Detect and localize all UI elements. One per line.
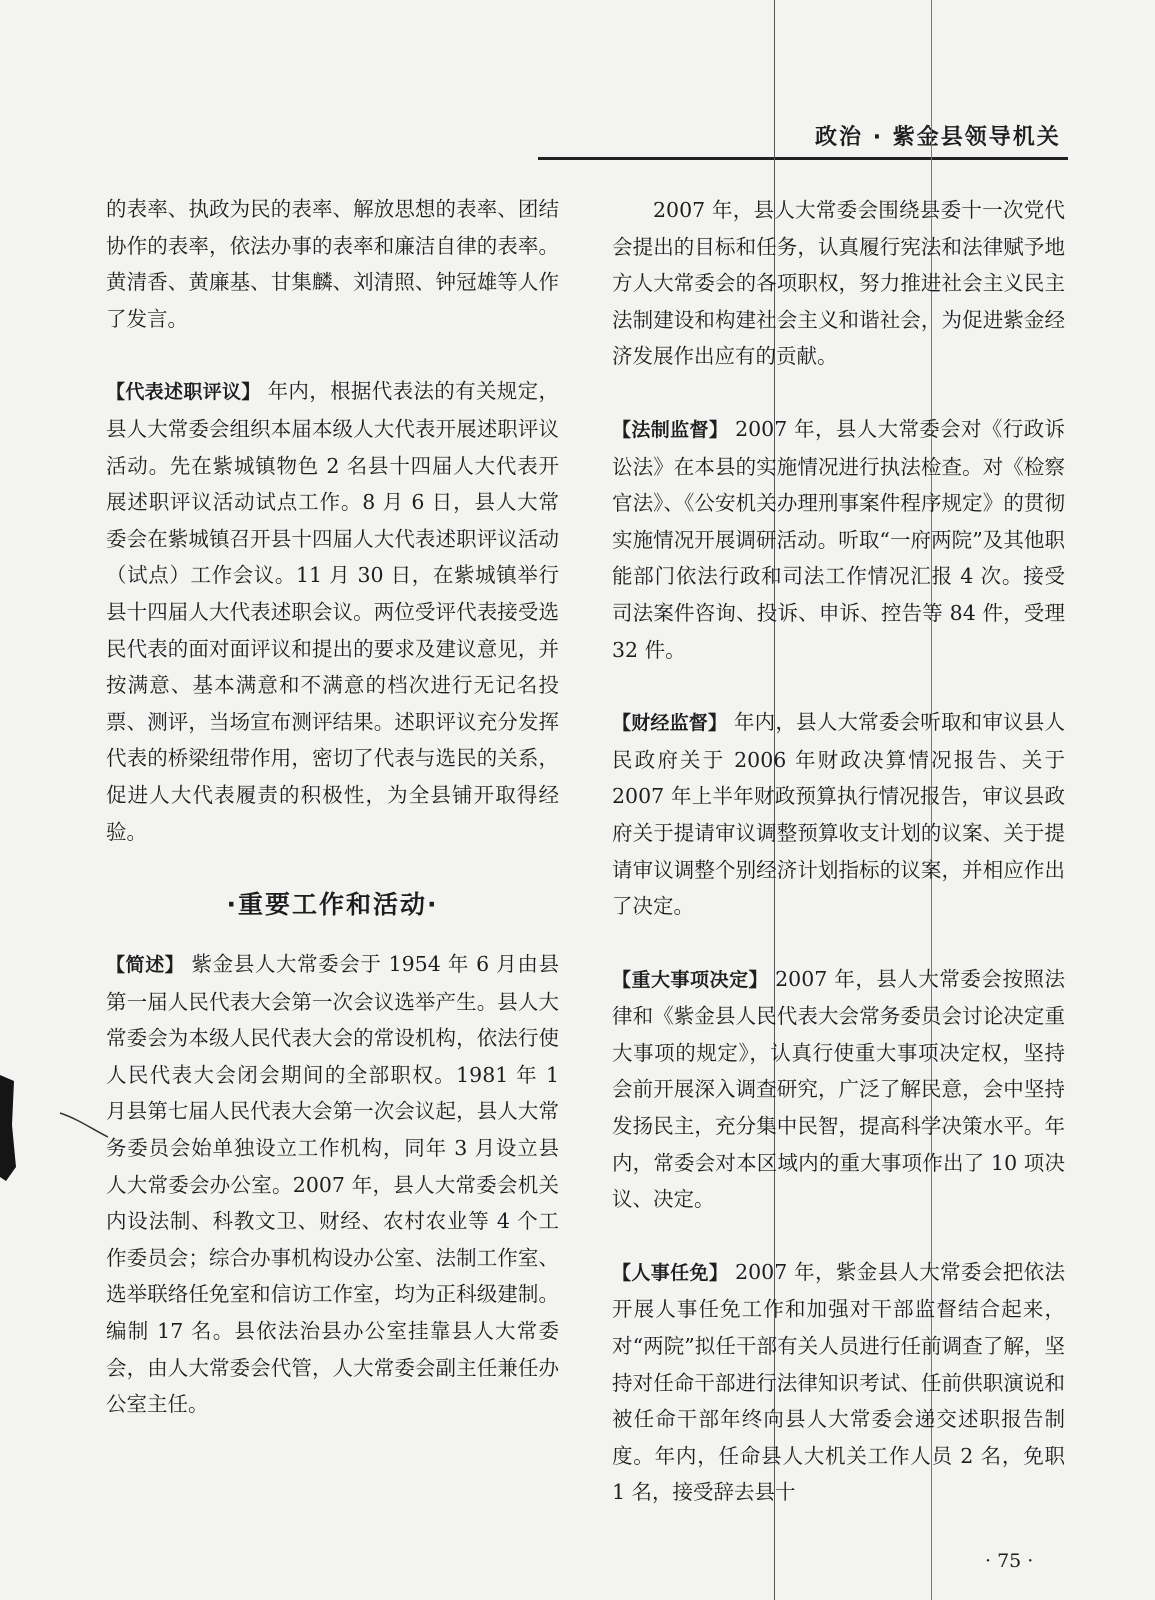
entry-label: 【人事任免】 <box>612 1261 729 1284</box>
header-separator: · <box>872 125 884 150</box>
entry-text: 年内，根据代表法的有关规定，县人大常委会组织本届本级人大代表开展述职评议活动。先在紫城镇物色 2 名县十四届人大代表开展述职评议活动试点工作。8 月 6 日，县人大常委会在紫城镇召开县十四届人大代表述职评议活动（试点）工作会议。11 月 30 日，在紫城镇举行县十四届人大代表述职会议。两位受评代表接受选民代表的面对面评议和提出的要求及建议意见，并按满意、基本满意和不满意的档次进行无记名投票、测评，当场宣布测评结果。述职评议充分发挥代表的桥梁纽带作用，密切了代表与选民的关系，促进人大代表履责的积极性，为全县铺开取得经验。 <box>106 379 559 844</box>
running-header <box>815 120 1061 151</box>
paragraph-representative-review <box>106 373 559 850</box>
header-subsection: 紫金县领导机关 <box>892 125 1061 150</box>
paragraph-gap <box>612 668 1065 704</box>
header-section: 政治 <box>815 125 864 150</box>
paragraph-overview <box>106 946 559 1423</box>
left-column <box>106 191 559 1423</box>
paragraph-gap <box>612 925 1065 961</box>
entry-label: 【代表述职评议】 <box>106 381 261 404</box>
paragraph-legal-supervision <box>612 411 1065 668</box>
section-heading: ·重要工作和活动· <box>226 890 439 920</box>
header-rule <box>538 157 1068 160</box>
paragraph-gap <box>612 375 1065 411</box>
right-column <box>612 192 1065 1511</box>
paragraph-continuation: 的表率、执政为民的表率、解放思想的表率、团结协作的表率，依法办事的表率和廉洁自律的表率。黄清香、黄廉基、甘集麟、刘清照、钟冠雄等人作了发言。 <box>106 197 559 331</box>
entry-text: 2007 年，县人大常委会对《行政诉讼法》在本县的实施情况进行执法检查。对《检察官法》、《公安机关办理刑事案件程序规定》的贯彻实施情况开展调研活动。听取“一府两院”及其他职能部门依法行政和司法工作情况汇报 4 次。接受司法案件咨询、投诉、申诉、控告等 84 件，受理 32 件。 <box>612 416 1065 662</box>
entry-text: 年内，县人大常委会听取和审议县人民政府关于 2006 年财政决算情况报告、关于 2007 年上半年财政预算执行情况报告，审议县政府关于提请审议调整预算收支计划的议案、关于提请审议调整个别经济计划指标的议案，并相应作出了决定。 <box>612 710 1065 919</box>
entry-text: 紫金县人大常委会于 1954 年 6 月由县第一届人民代表大会第一次会议选举产生。县人大常委会为本级人民代表大会的常设机构，依法行使人民代表大会闭会期间的全部职权。1981 年 1 月县第七届人民代表大会第一次会议起，县人大常务委员会始单独设立工作机构，同年 3 月设立县人大常委会办公室。2007 年，县人大常委会机关内设法制、科教文卫、财经、农村农业等 4 个工作委员会；综合办事机构设办公室、法制工作室、选举联络任免室和信访工作室，均为正科级建制。编制 17 名。县依法治县办公室挂靠县人大常委会，由人大常委会代管，人大常委会副主任兼任办公室主任。 <box>106 952 559 1417</box>
page-number: · 75 · <box>985 1550 1034 1572</box>
paragraph-personnel <box>612 1254 1065 1511</box>
entry-label: 【重大事项决定】 <box>612 968 769 991</box>
paragraph-intro: 2007 年，县人大常委会围绕县委十一次党代会提出的目标和任务，认真履行宪法和法律赋予地方人大常委会的各项职权，努力推进社会主义民主法制建设和构建社会主义和谐社会，为促进紫金经济发展作出应有的贡献。 <box>612 198 1065 369</box>
entry-label: 【财经监督】 <box>612 712 728 735</box>
scan-smudge <box>0 1075 120 1189</box>
entry-text: 2007 年，县人大常委会按照法律和《紫金县人民代表大会常务委员会讨论决定重大事项的规定》，认真行使重大事项决定权，坚持会前开展深入调查研究，广泛了解民意，会中坚持发扬民主，充分集中民智，提高科学决策水平。年内，常委会对本区域内的重大事项作出了 10 项决议、决定。 <box>612 966 1065 1212</box>
paragraph-financial-supervision <box>612 704 1065 925</box>
paragraph-gap <box>612 1218 1065 1254</box>
paragraph-major-decisions <box>612 961 1065 1218</box>
entry-label: 【法制监督】 <box>612 418 729 441</box>
entry-label: 【简述】 <box>106 954 185 977</box>
entry-text: 2007 年，紫金县人大常委会把依法开展人事任免工作和加强对干部监督结合起来，对“两院”拟任干部有关人员进行任前调查了解，坚持对任命干部进行法律知识考试、任前供职演说和被任命干部年终向县人大常委会递交述职报告制度。年内，任命县人大机关工作人员 2 名，免职 1 名，接受辞去县十 <box>612 1259 1065 1505</box>
paragraph-gap <box>106 337 559 373</box>
